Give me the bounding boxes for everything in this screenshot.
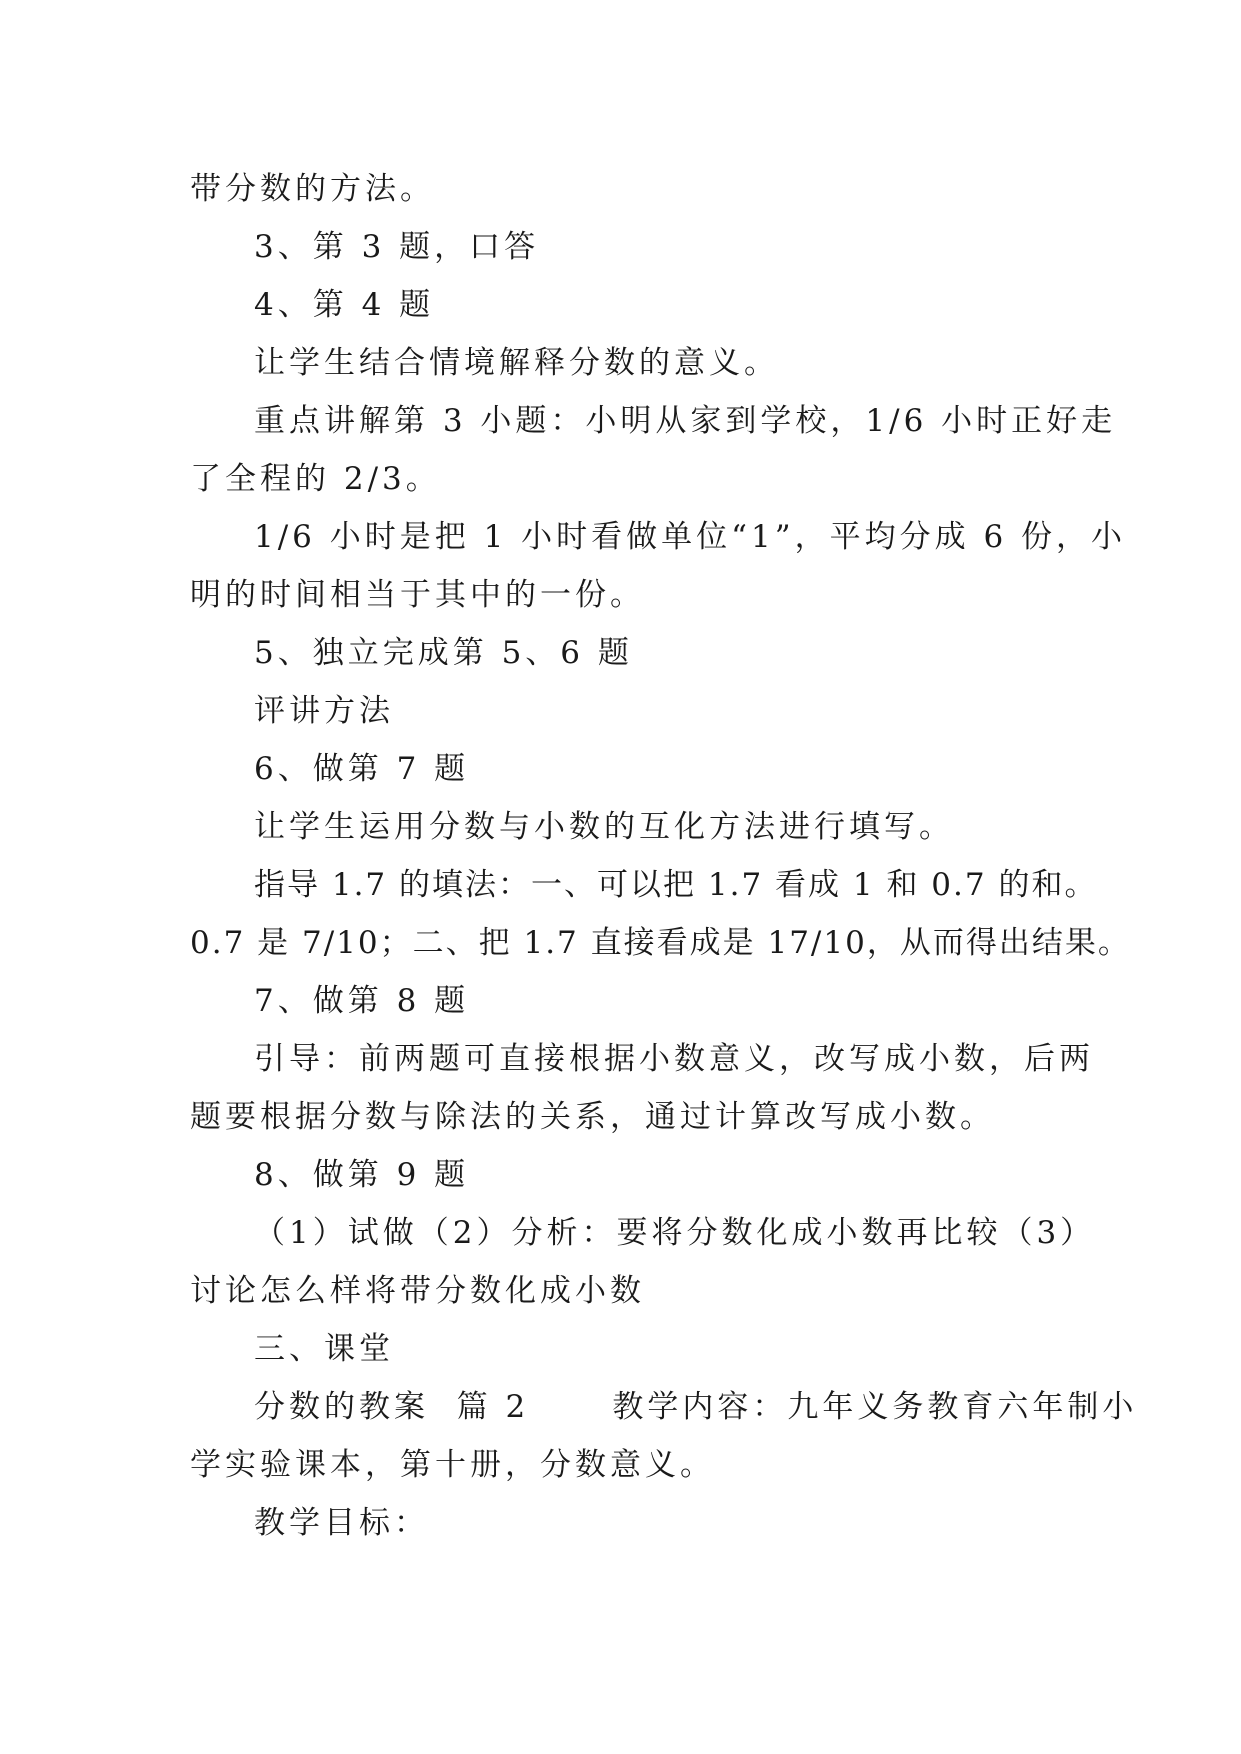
text-line: 明的时间相当于其中的一份。	[190, 577, 645, 613]
text-line: 让学生运用分数与小数的互化方法进行填写。	[254, 809, 954, 845]
text-line: 3、第 3 题，口答	[254, 229, 540, 265]
text-line: 让学生结合情境解释分数的意义。	[254, 345, 779, 381]
text-line: 7、做第 8 题	[254, 983, 470, 1019]
text-line: 4、第 4 题	[254, 287, 435, 323]
text-line: 带分数的方法。	[190, 171, 435, 207]
text-line: 教学目标：	[254, 1505, 429, 1541]
text-line: 引导：前两题可直接根据小数意义，改写成小数，后两	[254, 1041, 1094, 1077]
text-line: 1/6 小时是把 1 小时看做单位“1”，平均分成 6 份，小	[254, 519, 1127, 555]
text-line: 0.7 是 7/10；二、把 1.7 直接看成是 17/10，从而得出结果。	[190, 925, 1131, 961]
text-line: 分数的教案 篇 2 教学内容：九年义务教育六年制小	[254, 1389, 1138, 1425]
text-line: 了全程的 2/3。	[190, 461, 441, 497]
text-line: 指导 1.7 的填法：一、可以把 1.7 看成 1 和 0.7 的和。	[254, 867, 1098, 903]
text-line: 评讲方法	[254, 693, 394, 729]
text-line: 8、做第 9 题	[254, 1157, 470, 1193]
text-line: 三、课堂	[254, 1331, 394, 1367]
text-line: 重点讲解第 3 小题：小明从家到学校，1/6 小时正好走	[254, 403, 1117, 439]
text-line: （1）试做（2）分析：要将分数化成小数再比较（3）	[254, 1215, 1096, 1251]
text-line: 5、独立完成第 5、6 题	[254, 635, 633, 671]
text-line: 题要根据分数与除法的关系，通过计算改写成小数。	[190, 1099, 995, 1135]
text-line: 6、做第 7 题	[254, 751, 470, 787]
text-line: 讨论怎么样将带分数化成小数	[190, 1273, 645, 1309]
text-line: 学实验课本，第十册，分数意义。	[190, 1447, 715, 1483]
document-body	[190, 160, 1138, 1552]
